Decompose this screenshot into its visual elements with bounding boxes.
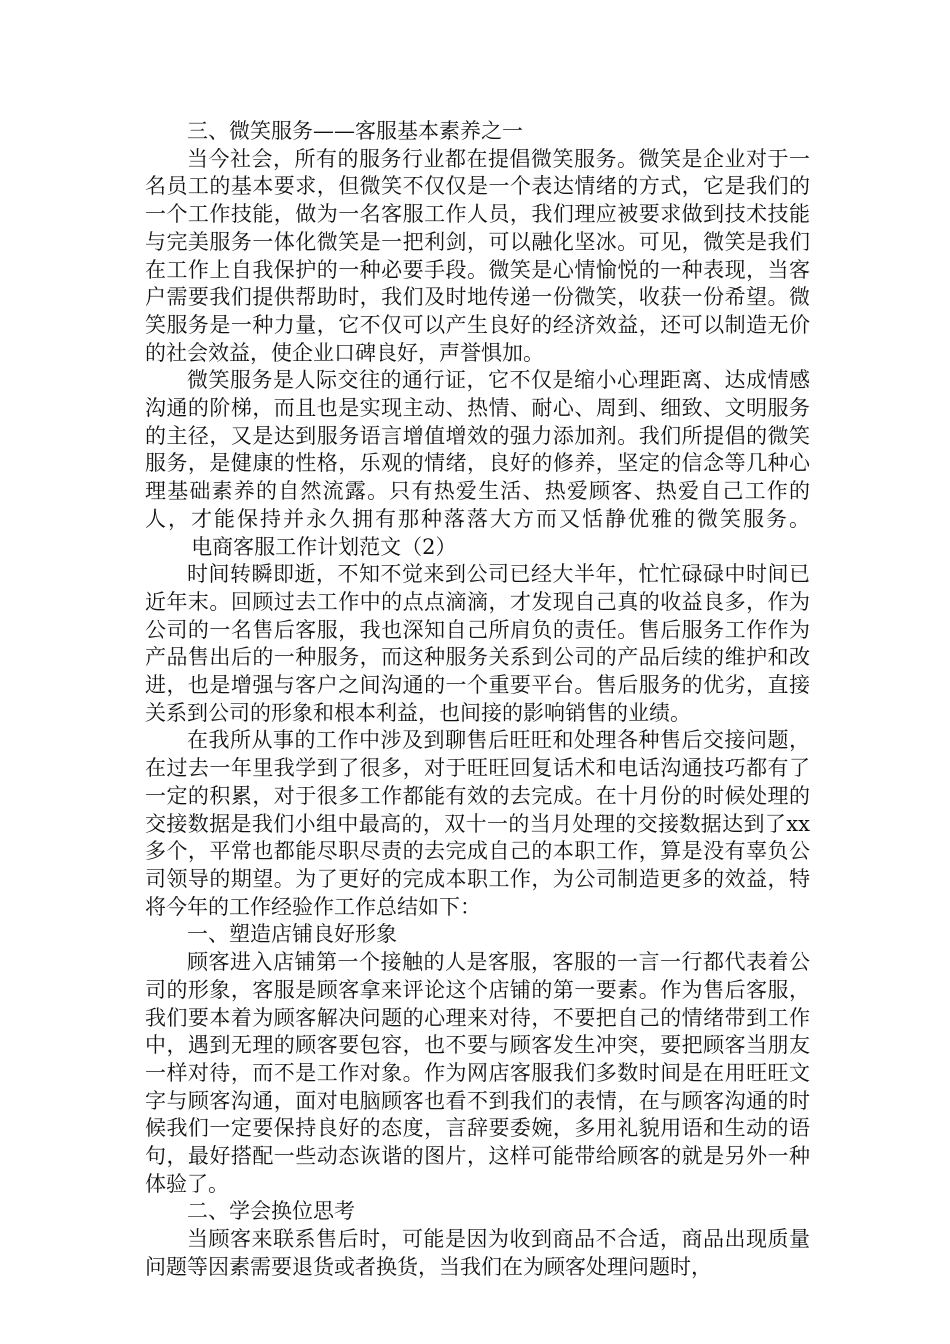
document-title-part-2: 电商客服工作计划范文（2） [191, 534, 457, 559]
paragraph-work-scope: 在我所从事的工作中涉及到聊售后旺旺和处理各种售后交接问题，在过去一年里我学到了很多，对于旺旺回复话术和电话沟通技巧都有了一定的积累，对于很多工作都能有效的去完成。在十月份的时候处理的交接数据是我们小组中最高的，双十一的当月处理的交接数据达到了xx多个，平常也都能尽职尽责的去完成自己的本职工作，算是没有辜负公司领导的期望。为了更好的完成本职工作，为公司制造更多的效益，特将今年的工作经验作工作总结如下： [145, 728, 810, 919]
paragraph-smile-passport-text: 微笑服务是人际交往的通行证，它不仅是缩小心理距离、达成情感沟通的阶梯，而且也是实现主动、热情、耐心、周到、细致、文明服务的主径，又是达到服务语言增值增效的强力添加剂。我们所提倡的微笑服务，是健康的性格，乐观的情绪，良好的修养，坚定的信念等几种心理基础素养的自然流露。只有热爱生活、热爱顾客、热爱自己工作的人，才能保持并永久拥有那种落落大方而又恬静优雅的微笑服务。 [145, 368, 810, 531]
section-heading-empathy: 二、学会换位思考 [187, 1199, 355, 1224]
paragraph-smile-passport [145, 367, 810, 561]
section-heading-smile-service: 三、微笑服务——客服基本素养之一 [187, 119, 523, 143]
paragraph-store-image: 顾客进入店铺第一个接触的人是客服，客服的一言一行都代表着公司的形象，客服是顾客拿来评论这个店铺的第一要素。作为售后客服，我们要本着为顾客解决问题的心理来对待，不要把自己的情绪带到工作中，遇到无理的顾客要包容，也不要与顾客发生冲突，要把顾客当朋友一样对待，而不是工作对象。作为网店客服我们多数时间是在用旺旺文字与顾客沟通，面对电脑顾客也看不到我们的表情，在与顾客沟通的时候我们一定要保持良好的态度，言辞要委婉，多用礼貌用语和生动的语句，最好搭配一些动态诙谐的图片，这样可能带给顾客的就是另外一种体验了。 [145, 950, 810, 1196]
section-heading-store-image: 一、塑造店铺良好形象 [187, 922, 397, 947]
paragraph-smile-intro: 当今社会，所有的服务行业都在提倡微笑服务。微笑是企业对于一名员工的基本要求，但微笑不仅仅是一个表达情绪的方式，它是我们的一个工作技能，做为一名客服工作人员，我们理应被要求做到技术技能与完美服务一体化微笑是一把利剑，可以融化坚冰。可见，微笑是我们在工作上自我保护的一种必要手段。微笑是心情愉悦的一种表现，当客户需要我们提供帮助时，我们及时地传递一份微笑，收获一份希望。微笑服务是一种力量，它不仅可以产生良好的经济效益，还可以制造无价的社会效益，使企业口碑良好，声誉惧加。 [145, 146, 810, 365]
document-body [145, 118, 810, 1282]
paragraph-empathy: 当顾客来联系售后时，可能是因为收到商品不合适，商品出现质量问题等因素需要退货或者换货，当我们在为顾客处理问题时， [145, 1227, 810, 1279]
paragraph-time-flies: 时间转瞬即逝，不知不觉来到公司已经大半年，忙忙碌碌中时间已近年末。回顾过去工作中的点点滴滴，才发现自己真的收益良多，作为公司的一名售后客服，我也深知自己所肩负的责任。售后服务工作作为产品售出后的一种服务，而这种服务关系到公司的产品后续的维护和改进，也是增强与客户之间沟通的一个重要平台。售后服务的优劣，直接关系到公司的形象和根本利益，也间接的影响销售的业绩。 [145, 562, 810, 725]
